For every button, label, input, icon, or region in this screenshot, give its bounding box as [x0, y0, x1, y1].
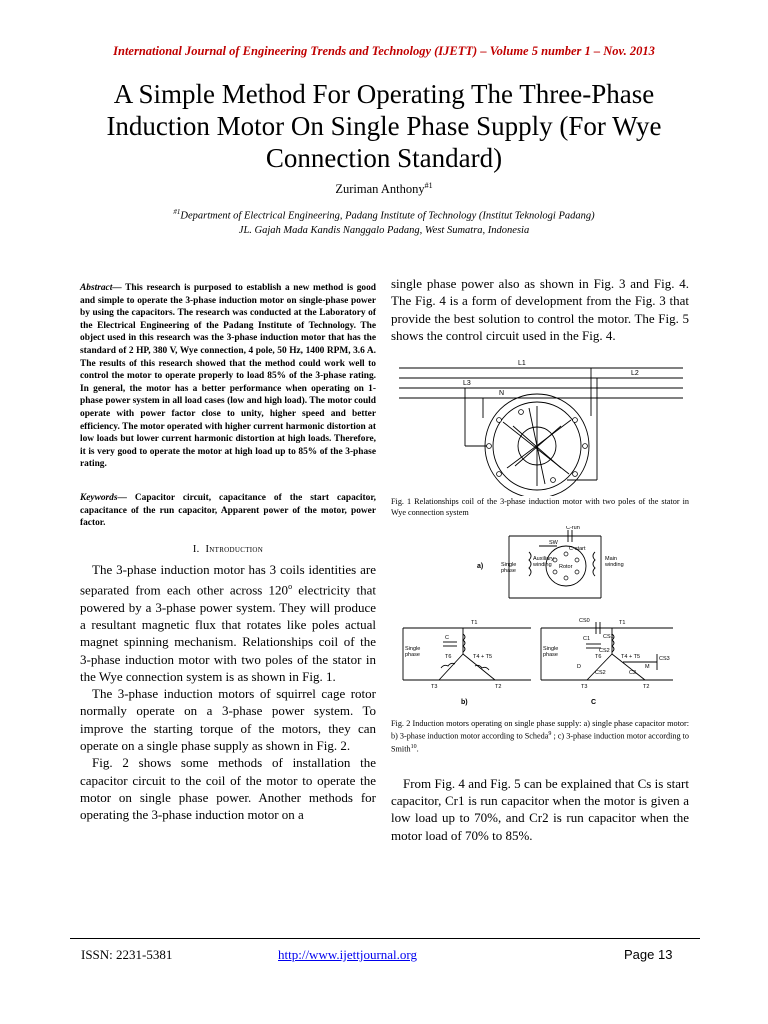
intro-paragraph-2: The 3-phase induction motors of squirrel cage rotor normally operate on a 3-phase power system. To improve the starting torque of the motors, they can operate on a single phase supply as shown in Fig. 2.	[80, 686, 376, 753]
fig2-label-phase-a: phase	[501, 568, 516, 575]
affiliation-sup: #1	[173, 208, 181, 216]
fig2-sublabel-c: C	[591, 699, 597, 707]
fig2-label-cs2: CS2	[595, 670, 606, 677]
right-paragraph-2: From Fig. 4 and Fig. 5 can be explained that Cs is start capacitor, Cr1 is run capacitor when the motor is given a low load up to 70%, and Cr2 is run capacitor when the motor load of 70% to 85%.	[391, 775, 689, 843]
fig2-label-c-b: C	[445, 635, 449, 642]
footer-page-number: Page 13	[624, 947, 673, 962]
author-name: Zuriman Anthony	[335, 182, 425, 197]
fig2-label-crun: C-run	[566, 526, 580, 532]
fig2-label-cs0: CS0	[579, 618, 590, 625]
section-heading-introduction: I. Introduction	[192, 543, 264, 555]
fig2-label-cs1: CS1	[603, 634, 614, 641]
fig2-label-m: M	[645, 664, 650, 671]
journal-header: International Journal of Engineering Trends and Technology (IJETT) – Volume 5 number 1 – Nov. 2013	[113, 44, 655, 58]
fig2-label-single-c: Single	[543, 646, 559, 653]
fig2-label-t3-c: T3	[581, 684, 588, 691]
fig1-label-l2: L2	[631, 370, 639, 378]
abstract-lead: Abstract	[80, 283, 113, 293]
intro-paragraph-1: The 3-phase induction motor has 3 coils identities are separated from each other across 120$^o$ electricity that powered by a 3-phase power system. They will produce a resultant magnetic flux that rotates like poles actual magnet spinning mechanism. Relationships coil of the 3-phase induction motor with two poles of the stator in the Wye connection system is as shown in Fig. 1.	[80, 561, 377, 684]
right-column	[391, 275, 689, 844]
fig2-label-t6-c: T6	[595, 654, 602, 661]
left-column	[80, 282, 376, 823]
author-line	[0, 181, 768, 197]
fig2-label-c1: C1	[583, 636, 591, 643]
fig2-label-t2-c: T2	[643, 684, 650, 691]
fig2-label-rotor: Rotor	[559, 564, 573, 571]
fig1-label-n: N	[499, 390, 505, 398]
fig2-label-t2-b: T2	[495, 684, 502, 691]
fig2-label-main: Main	[605, 556, 617, 563]
keywords-lead: Keywords	[80, 492, 118, 503]
fig2-label-t4t5-c: T4 + T5	[621, 654, 641, 661]
abstract	[80, 282, 376, 471]
affiliation-line-1: $^{\#1}$Department of Electrical Engineering, Padang Institute of Technology (Institut Teknologi Padang)	[173, 208, 595, 222]
fig2-label-t4t5-b: T4 + T5	[473, 654, 493, 661]
footer-issn: ISSN: 2231-5381	[81, 947, 173, 962]
right-paragraph-1: single phase power also as shown in Fig. 3 and Fig. 4. The Fig. 4 is a form of development from the Fig. 3 that provide the best solution to control the motor. The Fig. 5 shows the control circuit used in the Fig. 4.	[391, 276, 689, 343]
fig1-label-l3: L3	[463, 380, 471, 388]
fig2-label-aux-winding: winding	[533, 562, 552, 569]
affiliation	[0, 205, 768, 238]
fig2-label-t6-b: T6	[445, 654, 452, 661]
fig2-label-single-a: Single	[501, 562, 517, 569]
intro-paragraph-3: Fig. 2 shows some methods of installation the capacitor circuit to the coil of the motor to operate the motor on single phase power. Another methods for operating the 3-phase induction motor on a	[80, 755, 376, 823]
figure-1-caption: Fig. 1 Relationships coil of the 3-phase induction motor with two poles of the stator in Wye connection system	[391, 497, 689, 518]
fig1-label-l1: L1	[518, 360, 526, 368]
fig2-label-sw: SW	[549, 540, 558, 547]
fig2-label-cs2-top: CS2	[599, 648, 610, 655]
footer-journal-link[interactable]: http://www.ijettjournal.org	[278, 947, 418, 962]
fig2-label-d: D	[577, 664, 581, 671]
author-sup: #1	[424, 181, 433, 190]
keywords-text: — Capacitor circuit, capacitance of the start capacitor, capacitance of the run capacitor, Apparent power of the motor, power factor.	[80, 492, 376, 529]
fig2-label-cs3: CS3	[659, 656, 670, 663]
fig2-label-t1-b: T1	[471, 620, 478, 627]
fig2-label-c2: C2	[629, 670, 637, 677]
paper-title: A Simple Method For Operating The Three-Phase Induction Motor On Single Phase Supply (For Wye Connection Standard)	[106, 79, 662, 173]
footer-rule	[70, 938, 700, 939]
fig2-label-single-b: Single	[405, 646, 421, 653]
fig2-label-aux: Auxiliary	[533, 556, 554, 563]
figure-2-caption: Fig. 2 Induction motors operating on single phase supply: a) single phase capacitor motor: b) 3-phase induction motor according to Scheda$^9$ ; c) 3-phase induction motor according to Smith$^{10}$.	[391, 719, 689, 754]
keywords	[80, 492, 376, 530]
fig2-label-phase-b: phase	[405, 652, 420, 659]
fig2-label-t3-b: T3	[431, 684, 438, 691]
fig2-sublabel-b: b)	[461, 699, 468, 707]
figure-1-diagram	[391, 356, 689, 496]
abstract-text: — This research is purposed to establish a new method is good and simple to operate the 3-phase induction motor on single-phase power by using the capacitors. The research was conducted at the Laboratory of the Electrical Engineering of the Padang Institute of Technology. The object used in this research was the 3-phase induction motor that has the standard of 2 HP, 380 V, Wye connection, 4 pole, 50 Hz, 1400 RPM, 3.6 A. The results of this research showed that the method could work well to control the motor to operate properly to load 85% of the 3-phase rating. In general, the motor has a better performance when operating on 1-phase power system in all load cases (low and high load). The motor could operate with power factor close to unity, higher speed and better efficiency. The motor operated with higher current harmonic distortion at low loads but lower current harmonic distortion at high loads. Therefore, it is very good to operate the motor at high load up to 85% of the 3-phase rating.	[80, 283, 376, 470]
fig2-sublabel-a: a)	[477, 563, 484, 571]
figure-2-diagram	[391, 526, 689, 718]
fig2-label-phase-c: phase	[543, 652, 558, 659]
fig2-label-cstart: C-start	[569, 546, 586, 553]
fig2-label-t1-c: T1	[619, 620, 626, 627]
fig2-label-main-winding: winding	[605, 562, 624, 569]
affiliation-line-2: JL. Gajah Mada Kandis Nanggalo Padang, West Sumatra, Indonesia	[238, 224, 530, 236]
